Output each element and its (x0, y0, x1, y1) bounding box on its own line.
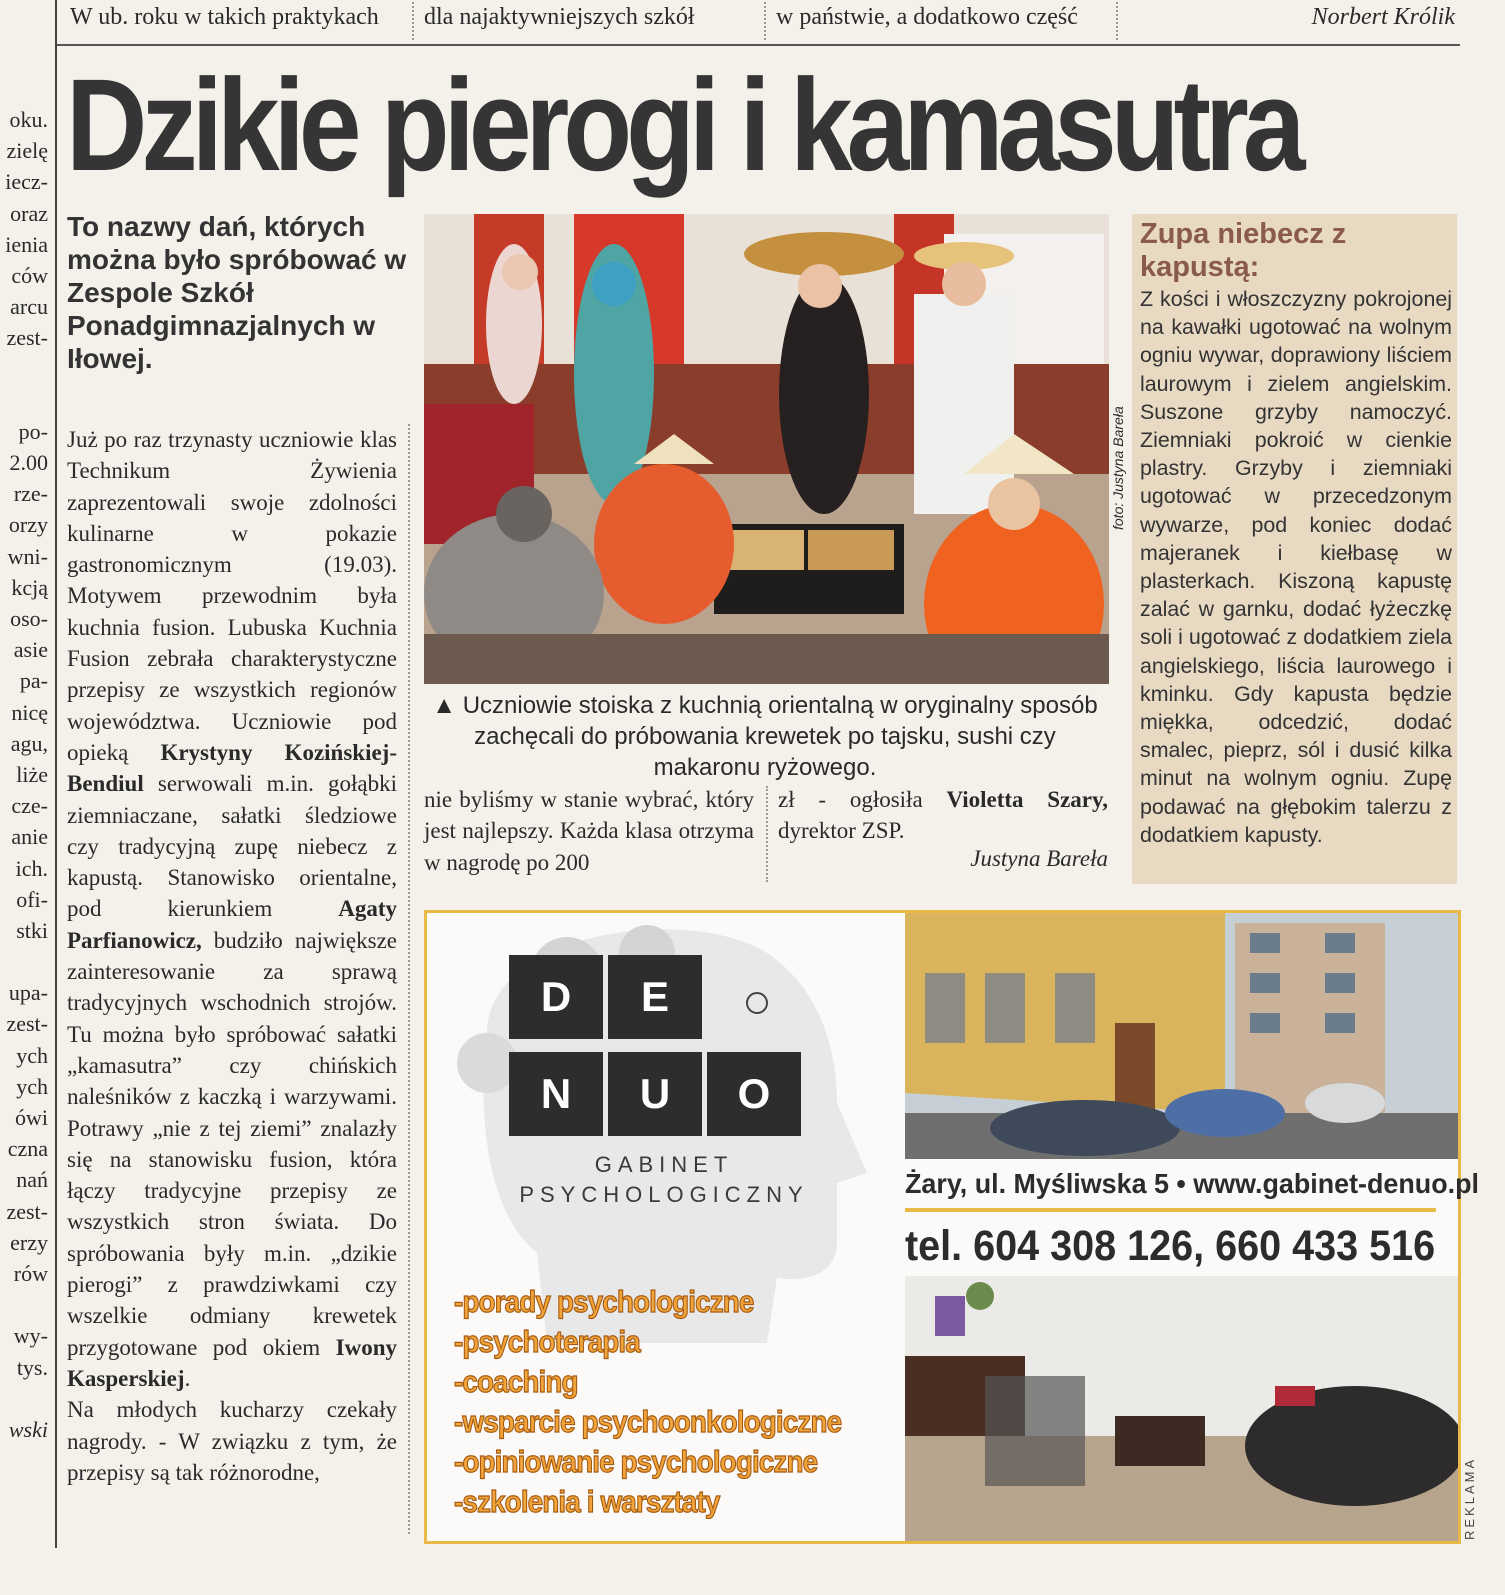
left-fragment-line: zest- (6, 1198, 48, 1224)
left-fragment-line: liże (16, 761, 48, 787)
logo-tile: O (707, 1052, 801, 1136)
left-fragment-line: nań (16, 1167, 48, 1193)
left-fragment-line: nicę (11, 699, 48, 725)
left-fragment-line: czna (7, 1136, 48, 1162)
advert-business-type (509, 1150, 819, 1210)
left-fragment-line: 2.00 (9, 450, 48, 476)
person-name: Violetta Szary, (946, 787, 1108, 812)
left-fragment-line: wski (8, 1416, 48, 1442)
left-fragment-line: upa- (8, 980, 48, 1006)
left-fragment-line: orzy (8, 512, 48, 538)
text-run: zł - ogłosiła (778, 787, 947, 812)
advert-phone: tel. 604 308 126, 660 433 516 (905, 1222, 1436, 1270)
business-type-line1: GABINET (594, 1152, 734, 1177)
column-divider (766, 786, 768, 882)
column-divider (408, 424, 410, 1534)
logo-tile: E (608, 955, 702, 1039)
service-item: -szkolenia i warsztaty (454, 1484, 720, 1519)
left-fragment-line: rze- (13, 481, 48, 507)
left-fragment-line (0, 946, 48, 977)
left-fragment-line: zest- (6, 1011, 48, 1037)
advert-services-list (454, 1282, 894, 1522)
left-fragment-line: po- (18, 418, 48, 444)
left-fragment-line: erzy (10, 1229, 48, 1255)
left-fragment-line: cze- (11, 793, 48, 819)
photo-credit: foto: Justyna Bareła (1110, 406, 1126, 530)
top-strip-col3: w państwie, a dodatkowo część (776, 4, 1078, 30)
left-fragment-line: anie (11, 824, 48, 850)
left-fragment-line: rów (13, 1260, 48, 1286)
text-run: . (184, 1365, 191, 1391)
left-column-rule (55, 0, 57, 1548)
recipe-title: Zupa niebecz z kapustą: (1140, 218, 1347, 283)
left-fragment-line (0, 1289, 48, 1320)
left-fragment-line: ofi- (16, 886, 48, 912)
building-photo-illustration (905, 913, 1458, 1159)
headline: Dzikie pierogi i kamasutra (66, 51, 1300, 198)
left-fragment-line (0, 354, 48, 385)
left-fragment-line: tys. (16, 1354, 48, 1380)
left-fragment-line: ówi (15, 1105, 48, 1130)
service-item: -wsparcie psychoonkologiczne (454, 1404, 842, 1439)
article-lead: To nazwy dań, których można było spróbować w Zespole Szkół Ponadgimnazjalnych w Iłowej. (67, 211, 407, 374)
logo-tile: N (509, 1052, 603, 1136)
article-body (67, 424, 397, 1488)
logo-tile: D (509, 955, 603, 1039)
left-fragment-line: zest- (6, 325, 48, 351)
article-continuation: nie byliśmy w stanie wybrać, który jest najlepszy. Każda klasa otrzyma w nagrodę po 200 (424, 787, 754, 875)
photo-caption: ▲ Uczniowie stoiska z kuchnią orientalną w oryginalny sposób zachęcali do próbowania krewetek po tajsku, sushi czy makaronu ryżowego. (432, 692, 1098, 781)
left-fragment-line: iecz- (5, 169, 48, 195)
top-strip-author: Norbert Królik (1311, 4, 1455, 30)
left-fragment-line: wy- (13, 1323, 48, 1349)
column-divider (412, 2, 414, 40)
column-divider (764, 2, 766, 40)
advert-address: Żary, ul. Myśliwska 5 • www.gabinet-denuo.pl (905, 1160, 1436, 1212)
left-fragment-column (0, 104, 48, 1445)
office-photo (905, 1276, 1458, 1541)
recipe-text: Z kości i włoszczyzny pokrojonej na kawałki ugotować na wolnym ogniu wywar, doprawiony liściem laurowym i zielem angielskim. Suszone grzyby namoczyć. Ziemniaki pokroić w cienkie plastry. Grzyby i ziemniaki ugotować w przecedzonym wywarze, pod koniec dodać majeranek i kiełbasę w plasterkach. Kiszoną kapustę zalać w garnku, dodać łyżeczkę soli i ugotować z dodatkiem ziela angielskiego, liścia laurowego i kminku. Gdy kapusta będzie miękka, odcedzić, dodać smalec, pieprz, sól i dusić kilka minut na wolnym ogniu. Zupę podawać na głębokim talerzu z dodatkiem kapusty. (1140, 287, 1452, 847)
article-continuation (778, 784, 1108, 847)
left-fragment-line: arcu (10, 294, 48, 320)
left-fragment-line: kcją (11, 574, 48, 600)
text-run: Już po raz trzynasty uczniowie klas Technikum Żywienia zaprezentowali swoje zdolności kulinarne w pokazie gastronomicznym (19.03). Motywem przewodnim była kuchnia fusion. Lubuska Kuchnia Fusion zebrała charakterystyczne przepisy ze wszystkich regionów województwa. Uczniowie pod opieką (67, 427, 397, 765)
event-photo (424, 214, 1109, 684)
left-fragment-line: oraz (10, 200, 48, 226)
left-fragment-line: pa- (19, 668, 48, 694)
left-fragment-line (0, 385, 48, 416)
service-item: -porady psychologiczne (454, 1284, 754, 1319)
text-run: dyrektor ZSP. (778, 818, 905, 844)
article-paragraph: Na młodych kucharzy czekały nagrody. - W związku z tym, że przepisy są tak różnorodne, (67, 1397, 397, 1485)
building-photo (905, 913, 1458, 1159)
photo-illustration (424, 214, 1109, 684)
left-fragment-line: wni- (7, 543, 48, 569)
article-paragraph (67, 424, 397, 1394)
article-signature: Justyna Bareła (970, 846, 1108, 871)
left-fragment-line: ienia (5, 231, 48, 257)
text-run: serwowali m.in. gołąbki ziemniaczane, sałatki śledziowe czy tradycyjną zupę niebecz z kapustą. Stanowisko orientalne, pod kierunkiem (67, 771, 397, 922)
column-divider (1116, 2, 1118, 40)
business-type-line2: PSYCHOLOGICZNY (519, 1182, 809, 1207)
advert-label: REKLAMA (1462, 1456, 1477, 1540)
left-fragment-line: ych (16, 1042, 48, 1068)
top-strip-col2: dla najaktywniejszych szkół (424, 4, 695, 30)
left-fragment-line: stki (16, 917, 48, 943)
service-item: -opiniowanie psychologiczne (454, 1444, 818, 1479)
left-fragment-line: ich. (15, 855, 48, 881)
top-strip-col1: W ub. roku w takich praktykach (70, 4, 379, 30)
person-name: Iwony Kasperskiej (67, 1334, 397, 1391)
person-name: Agaty Parfianowicz, (67, 896, 397, 953)
left-fragment-line: oku. (9, 107, 48, 132)
office-photo-illustration (905, 1276, 1458, 1541)
service-item: -coaching (454, 1364, 578, 1399)
left-fragment-line: ców (11, 262, 48, 288)
text-run: budziło największe zainteresowanie za sprawą tradycyjnych wschodnich strojów. Tu można było spróbować sałatki „kamasutra” czy chińskich naleśników z kaczką i warzywami. Potrawy „nie z tej ziemi” znalazły się na stanowisku fusion, która łączy tradycyjne przepisy ze wszystkich stron świata. Do spróbowania były m.in. „dzikie pierogi” z prawdziwkami czy wszelkie odmiany krewetek przygotowane pod okiem (67, 927, 397, 1360)
left-fragment-line (0, 1383, 48, 1414)
left-fragment-line: asie (13, 637, 48, 663)
left-fragment-line: oso- (10, 606, 48, 631)
service-item: -psychoterapia (454, 1324, 640, 1359)
logo-tile: U (608, 1052, 702, 1136)
left-fragment-line: agu, (10, 730, 48, 756)
left-fragment-line: zielę (6, 138, 48, 164)
person-name: Krystyny Kozińskiej-Bendiul (67, 739, 397, 797)
left-fragment-line: ych (16, 1073, 48, 1099)
